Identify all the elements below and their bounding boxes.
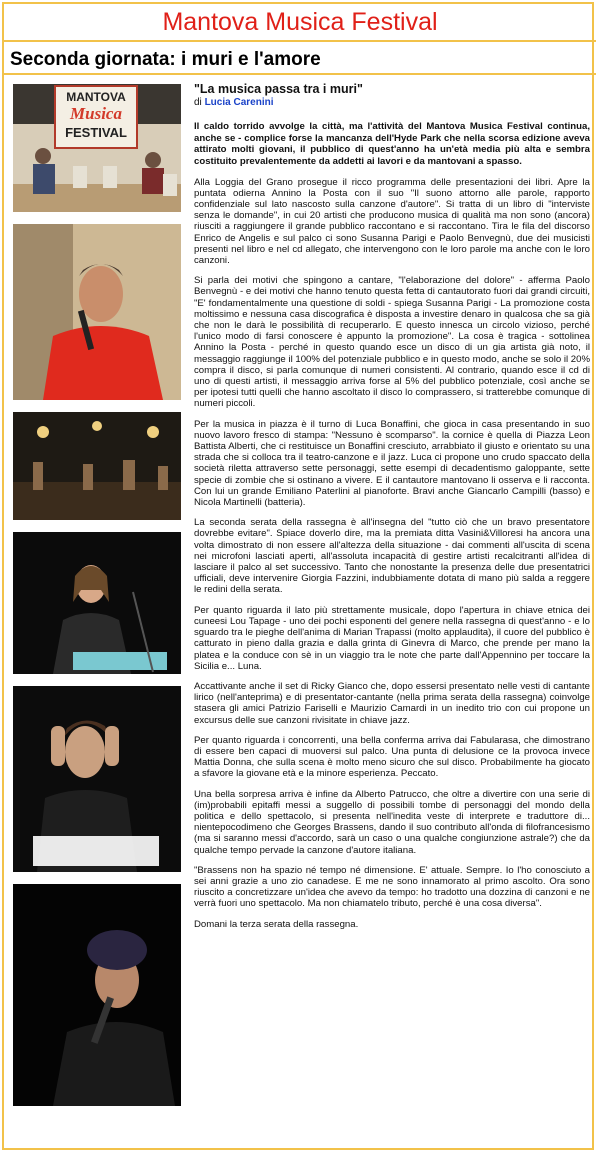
article-lead: Il caldo torrido avvolge la città, ma l'attività del Mantova Musica Festival continua, anche se - complice forse la mancanza dell'Hyde Park che nella scorsa edizione aveva attirato molti giovani, il pubblico di quest'anno ha un'età media più alta e sembra costituito prevalentemente da addetti ai lavori e da mantovani a spasso. [194,121,590,167]
article-paragraph: Per quanto riguarda il lato più strettamente musicale, dopo l'apertura in chiave etnica dei cuneesi Lou Tapage - uno dei pochi esponenti del genere nella rassegna di quest'anno - e lo sguardo tra le pieghe dell'anima di Marian Trapassi (molto applaudita), il cuore del pubblico è catturato in pieno dalla grazia e dalla grinta di Ginevra di Marco, che prende per mano la platea e la conduce con sè in un viaggio tra le note che parte dall'Appennino per toccare la Sicilia e... Luna. [194,604,590,672]
article-paragraph: Si parla dei motivi che spingono a cantare, "l'elaborazione del dolore" - afferma Paolo Benvegnù - e dei motivi che hanno tenuto questa fetta di cantautorato fuori dai grandi circuiti, "E' fondamentalmente una questione di soldi - spiega Susanna Parigi - La promozione costa moltissimo e nessuna casa discografica è disposta a investire denaro in qualcosa che sa già che non le darà le possibilità di recuperarlo. E questo innesca un circolo vizioso, perché l'unico modo di farsi conoscere è appunto la promozione". La cosa è tragica - sottolinea Annino la Posta - perché in questo quando esce un disco di un gia artista già noto, il messaggio raggiunge il 100% del potenziale pubblico e in questo modo, anche se solo il 20% compra il disco, si parla comunque di numeri consistenti. Al contrario, quando esce il cd di uno di questi artisti, il messaggio arriva forse al 5% del pubblico potenziale, così anche se per ipotesi tutti quelli che hanno ascoltato il disco lo comprassero, si tratterebbe comunque di numeri piccoli. [194,275,590,410]
photo-singer-hands-head [13,686,181,872]
photo-female-singer [13,532,181,674]
photo-band-stage [13,412,181,520]
photo-singer-hands-head-art [13,686,181,872]
article-paragraph: La seconda serata della rassegna è all'insegna del "tutto ciò che un bravo presentatore dovrebbe evitare". Spiace doverlo dire, ma la premiata ditta Vasini&Villoresi ha ancora una volta dimostrato di non essere all'altezza della situazione - dai commenti all'uscita di scena nei microfoni lasciati aperti, all'assoluta incapacità di gestire artisti recalcitranti all'idea di lasciare il palco al set successivo. Tanto che nonostante la presenza delle due presentatrici ufficiali, deve intervenire Giorgia Fazzini, indubbiamente dotata di mano più salda a reggere le redini della serata. [194,517,590,596]
photo-curly-singer-art [13,884,181,1106]
author-link[interactable]: Lucia Carenini [204,97,274,108]
article [194,82,590,939]
article-paragraph: Domani la terza serata della rassegna. [194,918,359,930]
photo-festival-stage [13,84,181,212]
byline-prefix: di [194,97,202,108]
article-paragraph: Alla Loggia del Grano prosegue il ricco programma delle presentazioni dei libri. Apre la puntata odierna Annino la Posta con il suo "Il suono attorno alle parole, rapporto confidenziale sul lato nascosto sulla canzone d'autore". Si tratta di un libro di "interviste senza le domande", in cui 20 artisti che producono musica di qualità ma non sono (ancora) riusciti a raggiungere il grande pubblico raccontano e si raccontano. Tira le fila del discorso Enrico de Angelis e sul palco ci sono Susanna Parigi e Paolo Benvegnù, due dei musicisti presenti nel libro e nel cd allegato, che intervengono con le loro parole ma anche con le loro canzoni. [194,176,590,266]
banner-text-festival: FESTIVAL [65,125,127,140]
photo-singer-red-shirt [13,224,181,400]
banner-text-musica: Musica [70,104,122,123]
photo-singer-red-shirt-art [13,224,181,400]
article-title: "La musica passa tra i muri" [194,82,363,96]
divider [4,73,596,75]
page-subtitle: Seconda giornata: i muri e l'amore [10,49,321,70]
photo-band-stage-art [13,412,181,520]
article-paragraph: Per la musica in piazza è il turno di Luca Bonaffini, che gioca in casa presentando in suo nuovo lavoro fresco di stampa: "Nessuno è scomparso". la cornice è quella di Piazza Leon Battista Alberti, che ci restituisce un Bonaffini cresciuto, arrabbiato il giusto e orientato su una strada che si colloca tra il teatro-canzone e il jazz. Luca ci propone uno crudo spaccato della società riletta attraverso sette personaggi, sette esempi di decadentismo galoppante, sette specie di zombie che si ostinano a vivere. E il cantautore mantovano li osserva e li racconta. Con lui un grande Emiliano Paterlini al pianoforte. Bravi anche Giancarlo Campilli (basso) e Nicola Martinelli (batteria). [194,418,590,509]
divider [4,40,596,42]
article-byline [194,97,590,108]
banner-text-mantova: MANTOVA [66,90,126,104]
article-paragraph: "Brassens non ha spazio né tempo né dimensione. E' attuale. Sempre. Io l'ho conosciuto a sei anni grazie a uno zio canadese. E me ne sono innamorato al primo ascolto. Ora sono riuscito a concretizzare un'idea che avevo da tempo: ho tradotto una dozzina di canzoni e ne verrà fuori uno spettacolo. Ma non chiamatelo tributo, perché è una cosa diversa". [194,864,590,910]
article-paragraph: Accattivante anche il set di Ricky Gianco che, dopo essersi presentato nelle vesti di cantante lirico (nell'anteprima) e di presentator-cantante (nella prima serata della rassegna) coinvolge stasera gli amici Patrizio Fariselli e Maurizio Camardi in un inedito trio con cui propone un excursus delle sue canzoni rivisitate in chiave jazz. [194,680,590,726]
site-title: Mantova Musica Festival [162,8,438,36]
site-banner [4,4,596,40]
photo-female-singer-art [13,532,181,674]
photo-festival-stage-art [13,84,181,212]
photo-curly-singer [13,884,181,1106]
article-paragraph: Per quanto riguarda i concorrenti, una bella conferma arriva dai Fabularasa, che dimostrano di essere ben capaci di muoversi sul palco. Una punta di delusione ce la provoca invece Mattia Donna, che sulla scena è molto meno sicuro che sul disco. Probabilmente ha giocato a sfavore la giovane età e la minore esperienza. Peccato. [194,734,590,780]
article-paragraph: Una bella sorpresa arriva è infine da Alberto Patrucco, che oltre a divertire con una serie di (im)probabili epitaffi messi a suggello di possibili tombe di personaggi del mondo della politica e dello spettacolo, si presenta nell'inedita veste di interprete e traduttore di... nientepocodimeno che Georges Brassens, dando il suo contributo all'onda di filofrancesismo (ma si saranno messi d'accordo, sarà un caso o una qualche congiunzione astrale?) che da qualche tempo pervade la canzone d'autore italiana. [194,788,590,856]
